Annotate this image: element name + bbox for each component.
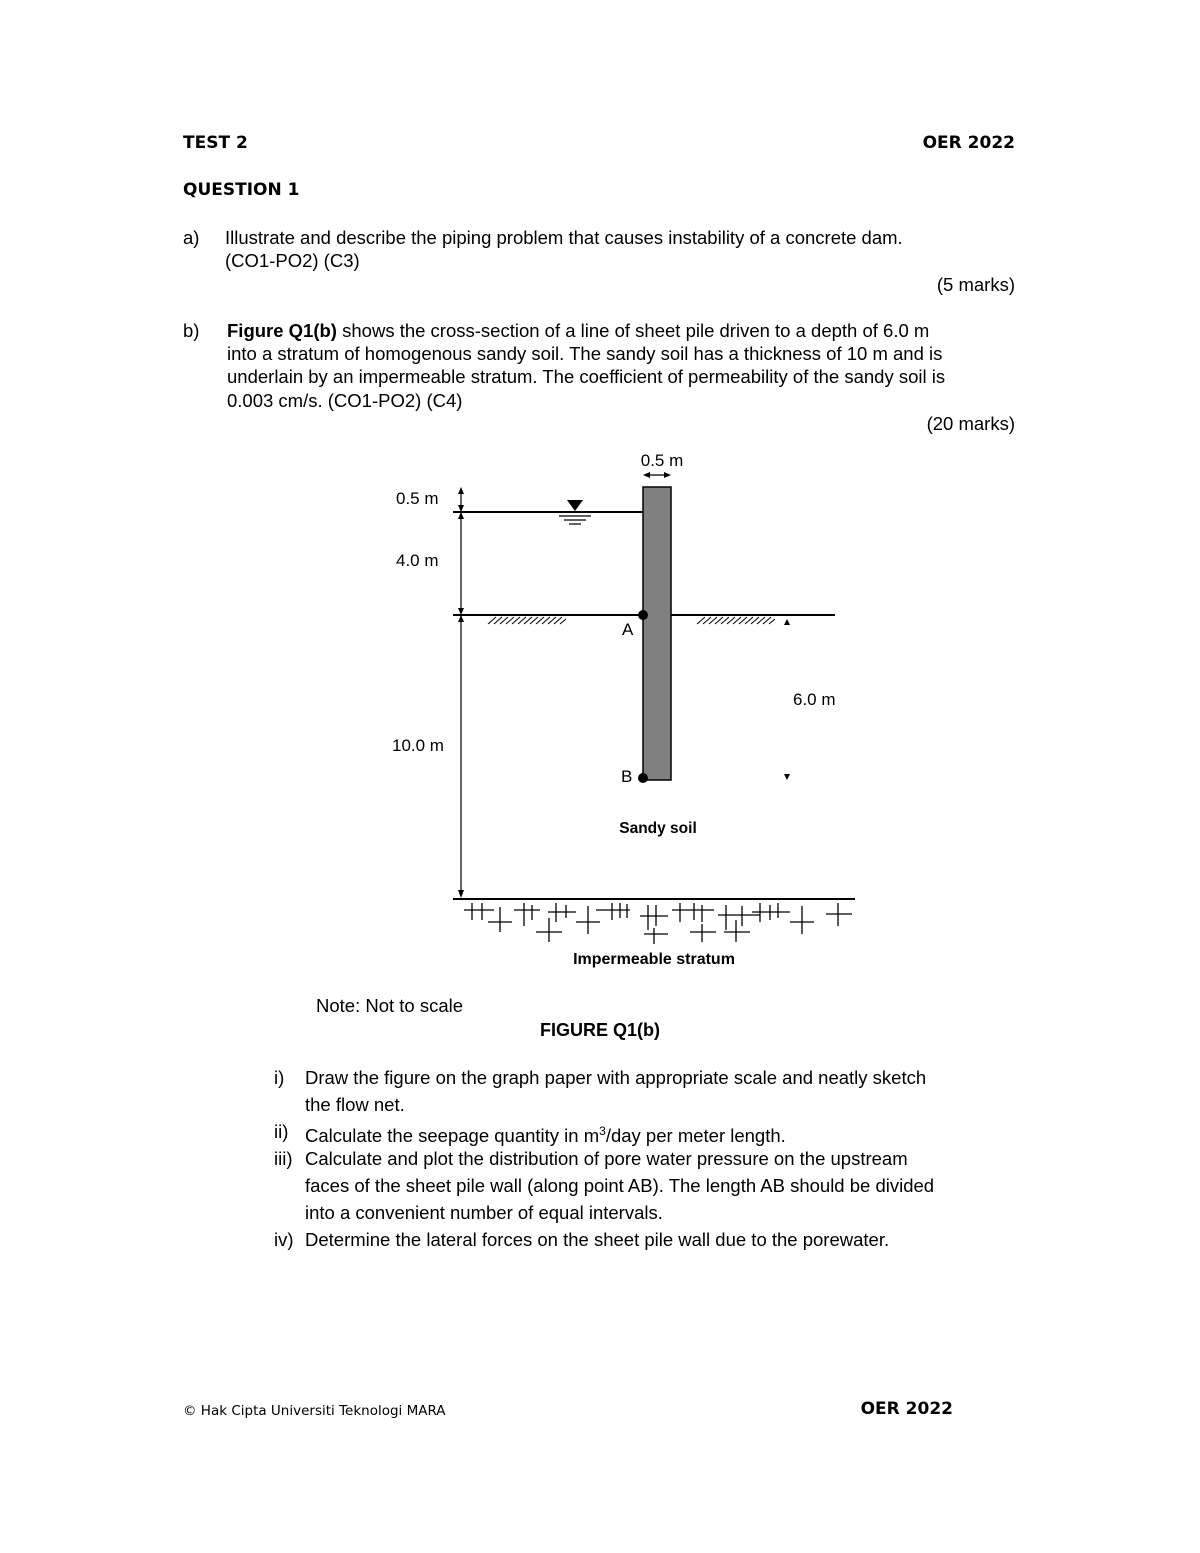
subquestion-2-superscript: 3 [599,1124,606,1138]
part-b-line3: underlain by an impermeable stratum. The coefficient of permeability of the sandy soil is [227,366,946,387]
subquestion-1-line2: the flow net. [305,1094,405,1115]
water-level-symbol [567,500,583,511]
footer-oer-label: OER 2022 [860,1399,953,1419]
subquestion-4-number: iv) [274,1229,294,1250]
impermeable-label: Impermeable stratum [573,951,735,968]
point-b-marker [638,773,648,783]
subquestion-3-number: iii) [274,1148,293,1169]
water-depth-arrow-top [458,512,464,519]
subquestion-1-number: i) [274,1067,285,1088]
part-b-line1-text: shows the cross-section of a line of sheet pile driven to a depth of 6.0 m [342,320,930,341]
subquestion-4 [274,1226,1014,1253]
figure-caption: FIGURE Q1(b) [540,1020,660,1040]
subquestion-1 [274,1064,1014,1118]
header-test-label: TEST 2 [183,133,248,153]
sand-arrow-bottom [458,890,464,898]
point-b-label: B [621,767,633,786]
part-b-line2: into a stratum of homogenous sandy soil. The sandy soil has a thickness of 10 m and is [227,343,943,364]
part-b-line4: 0.003 cm/s. (CO1-PO2) (C4) [227,390,463,411]
subquestion-3-line3: into a convenient number of equal intervals. [305,1202,663,1223]
subquestion-4-line1: Determine the lateral forces on the sheet pile wall due to the porewater. [305,1229,890,1250]
pile-width-arrow-left [643,472,650,478]
freeboard-arrow-bottom [458,505,464,512]
question-title: QUESTION 1 [183,180,300,200]
footer-copyright: © Hak Cipta Universiti Teknologi MARA [183,1403,446,1419]
figure-note: Note: Not to scale [316,995,464,1016]
water-depth-arrow-bottom [458,608,464,615]
part-b-marks: (20 marks) [926,413,1015,434]
embedment-arrow-bottom [784,774,790,780]
embedment-arrow-top [784,619,790,625]
ground-hatch-downstream [697,617,775,624]
sandy-soil-label: Sandy soil [619,820,697,837]
subquestion-2 [274,1118,1014,1145]
embedment-label: 6.0 m [793,690,836,709]
part-a-label: a) [183,227,200,248]
subquestion-3-line1: Calculate and plot the distribution of pore water pressure on the upstream [305,1148,908,1169]
part-a-text: Illustrate and describe the piping problem that causes instability of a concrete dam. [225,227,903,248]
pile-width-label: 0.5 m [640,451,684,470]
subquestion-2-pre: Calculate the seepage quantity in m [305,1125,600,1147]
figure-reference: Figure Q1(b) [227,320,337,341]
sheet-pile [643,487,671,780]
sand-thickness-label: 10.0 m [392,736,444,755]
water-depth-label: 4.0 m [396,551,439,570]
part-b-label: b) [183,320,200,341]
pile-width-arrow-right [664,472,671,478]
subquestion-1-line1: Draw the figure on the graph paper with appropriate scale and neatly sketch [305,1067,927,1088]
subquestion-2-number: ii) [274,1121,289,1142]
subquestion-2-post: /day per meter length. [605,1125,786,1147]
ground-hatch-upstream [488,617,566,624]
subquestion-3 [274,1145,1014,1226]
header-oer-label: OER 2022 [922,133,1015,153]
part-a-marks: (5 marks) [936,274,1015,295]
part-a-codes: (CO1-PO2) (C3) [225,250,360,271]
impermeable-hatch [464,903,852,944]
subquestion-3-line2: faces of the sheet pile wall (along point AB). The length AB should be divided [305,1175,935,1196]
point-a-marker [638,610,648,620]
freeboard-arrow-top [458,487,464,494]
point-a-label: A [622,620,634,639]
freeboard-label: 0.5 m [396,489,439,508]
sand-arrow-top [458,615,464,622]
